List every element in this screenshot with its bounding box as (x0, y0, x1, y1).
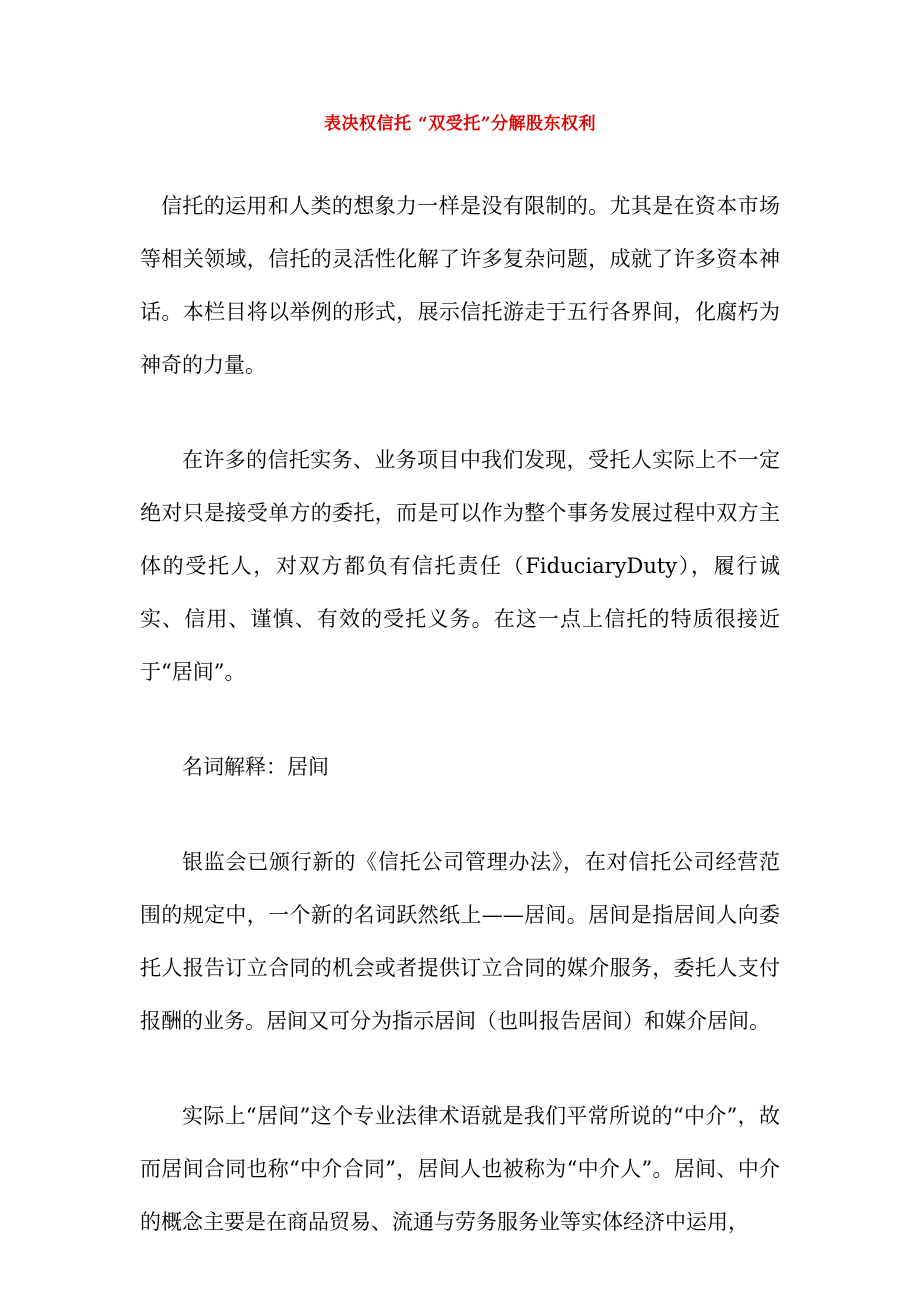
paragraph-regulation: 银监会已颁行新的《信托公司管理办法》，在对信托公司经营范围的规定中，一个新的名词跃然纸上——居间。居间是指居间人向委托人报告订立合同的机会或者提供订立合同的媒介服务，委托人支付报酬的业务。居间又可分为指示居间（也叫报告居间）和媒介居间。 (140, 850, 780, 1033)
paragraph-intermediary: 实际上“居间”这个专业法律术语就是我们平常所说的“中介”，故而居间合同也称“中介合同”，居间人也被称为“中介人”。居间、中介的概念主要是在商品贸易、流通与劳务服务业等实体经济中运用， (140, 1104, 780, 1234)
paragraph-gap (140, 392, 780, 434)
document-body (140, 180, 780, 1249)
paragraph-trust-practice: 在许多的信托实务、业务项目中我们发现，受托人实际上不一定绝对只是接受单方的委托，而是可以作为整个事务发展过程中双方主体的受托人，对双方都负有信托责任（FiduciaryDuty），履行诚实、信用、谨慎、有效的受托义务。在这一点上信托的特质很接近于“居间”。 (140, 448, 780, 684)
paragraph-intro: 信托的运用和人类的想象力一样是没有限制的。尤其是在资本市场等相关领域，信托的灵活性化解了许多复杂问题，成就了许多资本神话。本栏目将以举例的形式，展示信托游走于五行各界间，化腐朽为神奇的力量。 (140, 194, 780, 377)
document-title: 表决权信托 “双受托”分解股东权利 (324, 114, 596, 134)
paragraph-gap (140, 794, 780, 836)
paragraph-gap (140, 1048, 780, 1090)
paragraph-gap (140, 699, 780, 741)
paragraph-term-heading: 名词解释：居间 (182, 755, 329, 779)
